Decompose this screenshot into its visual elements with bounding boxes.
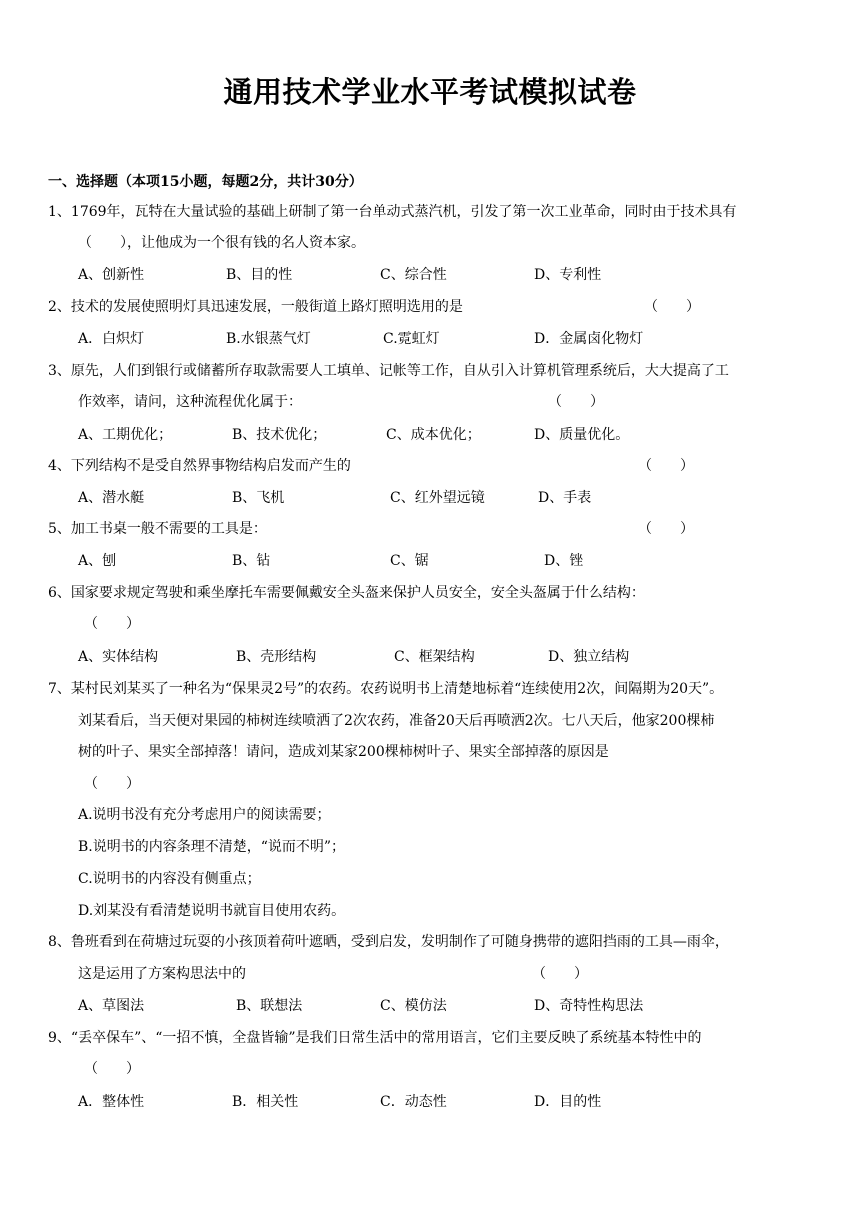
q6-option-a: A、实体结构 [78, 649, 159, 665]
q5-option-b: B、钻 [232, 553, 271, 569]
q2-option-d: D．金属卤化物灯 [534, 331, 644, 347]
q6-option-b: B、壳形结构 [236, 649, 317, 665]
question-4-answer-blank: （ ） [638, 458, 694, 474]
q8-option-a: A、草图法 [78, 998, 145, 1014]
q4-option-a: A、潜水艇 [78, 490, 145, 506]
q8-option-d: D、奇特性构思法 [534, 998, 644, 1014]
question-5-line-1: 5、加工书桌一般不需要的工具是： [48, 521, 267, 537]
q8-option-b: B、联想法 [236, 998, 303, 1014]
q3-option-d: D、质量优化。 [534, 427, 630, 443]
q2-option-c: C.霓虹灯 [383, 331, 440, 347]
q4-option-b: B、飞机 [232, 490, 285, 506]
q3-option-c: C、成本优化； [386, 427, 481, 443]
q1-option-c: C、综合性 [380, 267, 447, 283]
q3-option-a: A、工期优化； [78, 427, 173, 443]
question-7-line-3: 树的叶子、果实全部掉落！请问，造成刘某家200棵柿树叶子、果实全部掉落的原因是 [78, 744, 609, 760]
q2-option-a: A．白炽灯 [78, 331, 145, 347]
question-2-answer-blank: （ ） [644, 299, 700, 315]
q5-option-a: A、刨 [78, 553, 117, 569]
q9-option-d: D．目的性 [534, 1094, 602, 1110]
question-3-answer-blank: （ ） [548, 394, 604, 410]
question-5-answer-blank: （ ） [638, 521, 694, 537]
section-heading: 一、选择题（本项15小题，每题2分，共计30分） [48, 174, 363, 190]
q6-option-c: C、框架结构 [394, 649, 475, 665]
q9-option-a: A．整体性 [78, 1094, 145, 1110]
q7-option-d: D.刘某没有看清楚说明书就盲目使用农药。 [78, 903, 346, 919]
question-8-answer-blank: （ ） [532, 966, 588, 982]
question-7-answer-blank: （ ） [84, 776, 140, 792]
question-1-line-1: 1、1769年，瓦特在大量试验的基础上研制了第一台单动式蒸汽机，引发了第一次工业革命，同时由于技术具有 [48, 204, 737, 220]
question-4-line-1: 4、下列结构不是受自然界事物结构启发而产生的 [48, 458, 351, 474]
question-9-answer-blank: （ ） [84, 1061, 140, 1077]
q7-option-a: A.说明书没有充分考虑用户的阅读需要； [78, 807, 331, 823]
question-3-line-1: 3、原先，人们到银行或储蓄所存取款需要人工填单、记帐等工作，自从引入计算机管理系统后，大大提高了工 [48, 363, 729, 379]
question-2-line-1: 2、技术的发展使照明灯具迅速发展，一般街道上路灯照明选用的是 [48, 299, 463, 315]
question-3-line-2: 作效率，请问，这种流程优化属于： [78, 394, 302, 410]
question-8-line-1: 8、鲁班看到在荷塘过玩耍的小孩顶着荷叶遮晒，受到启发，发明制作了可随身携带的遮阳挡雨的工具—雨伞， [48, 934, 729, 950]
q4-option-d: D、手表 [538, 490, 592, 506]
question-7-line-2: 刘某看后，当天便对果园的柿树连续喷洒了2次农药，准备20天后再喷洒2次。七八天后，他家200棵柿 [78, 713, 715, 729]
q1-option-d: D、专利性 [534, 267, 602, 283]
q6-option-d: D、独立结构 [548, 649, 630, 665]
question-9-line-1: 9、“丢卒保车”、“一招不慎，全盘皆输”是我们日常生活中的常用语言，它们主要反映了系统基本特性中的 [48, 1030, 702, 1046]
q2-option-b: B.水银蒸气灯 [226, 331, 311, 347]
q8-option-c: C、模仿法 [380, 998, 447, 1014]
q1-option-b: B、目的性 [226, 267, 293, 283]
question-8-line-2: 这是运用了方案构思法中的 [78, 966, 246, 982]
question-1-line-2: （ ），让他成为一个很有钱的名人资本家。 [78, 235, 365, 251]
q7-option-c: C.说明书的内容没有侧重点； [78, 871, 261, 887]
q9-option-b: B．相关性 [232, 1094, 299, 1110]
question-7-line-1: 7、某村民刘某买了一种名为“保果灵2号”的农药。农药说明书上清楚地标着“连续使用2次，间隔期为20天”。 [48, 681, 724, 697]
q9-option-c: C．动态性 [380, 1094, 447, 1110]
q7-option-b: B.说明书的内容条理不清楚，“说而不明”； [78, 839, 346, 855]
q5-option-d: D、锉 [544, 553, 584, 569]
q3-option-b: B、技术优化； [232, 427, 327, 443]
question-6-answer-blank: （ ） [84, 616, 140, 632]
q1-option-a: A、创新性 [78, 267, 145, 283]
q5-option-c: C、锯 [390, 553, 429, 569]
q4-option-c: C、红外望远镜 [390, 490, 485, 506]
exam-title: 通用技术学业水平考试模拟试卷 [223, 75, 637, 109]
question-6-line-1: 6、国家要求规定驾驶和乘坐摩托车需要佩戴安全头盔来保护人员安全，安全头盔属于什么结构： [48, 585, 645, 601]
